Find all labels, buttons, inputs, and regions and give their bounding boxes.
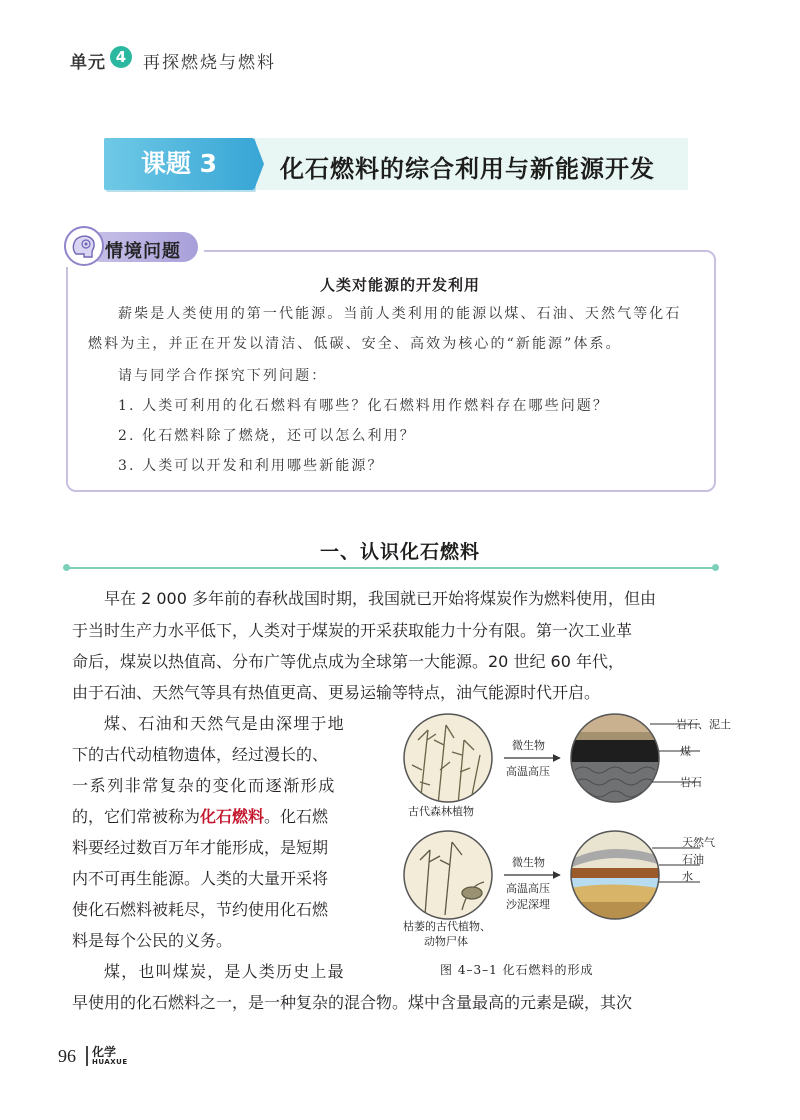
oil-gas-layers-circle (570, 828, 670, 928)
lesson-tag: 课题 3 (104, 138, 254, 190)
arrow-label-microbes: 微生物 (512, 856, 545, 869)
situation-question-2: 2. 化石燃料除了燃烧，还可以怎么利用？ (118, 428, 416, 444)
body-line: 早使用的化石燃料之一，是一种复杂的混合物。煤中含量最高的元素是碳，其次 (72, 993, 633, 1012)
body-line: 一系列非常复杂的变化而逐渐形成 (72, 776, 337, 795)
divider-dot (63, 564, 70, 571)
body-line: 内不可再生能源。人类的大量开采将 (72, 869, 329, 888)
unit-label: 单元 (70, 53, 106, 73)
book-pinyin: HUAXUE (92, 1058, 128, 1066)
body-line: 下的古代动植物遗体，经过漫长的、 (72, 745, 329, 764)
body-line: 煤、石油和天然气是由深埋于地 (104, 714, 345, 733)
situation-question-3: 3. 人类可以开发和利用哪些新能源？ (118, 458, 384, 474)
body-text: 的，它们常被称为 (72, 807, 201, 826)
layer-label-rock: 岩石 (680, 776, 702, 789)
arrow-label-heat-pressure: 高温高压 (506, 765, 550, 778)
coal-layers-circle (570, 710, 670, 807)
body-line: 于当时生产力水平低下，人类对于煤炭的开采获取能力十分有限。第一次工业革 (72, 621, 633, 640)
remains-caption: 动物尸体 (424, 935, 468, 948)
layer-label-oil: 石油 (682, 853, 704, 866)
situation-question-1: 1. 人类可利用的化石燃料有哪些？化石燃料用作燃料存在哪些问题？ (118, 398, 610, 414)
body-line: 料要经过数百万年才能形成，是短期 (72, 838, 329, 857)
thinking-head-icon (64, 226, 104, 266)
situation-label: 情境问题 (105, 241, 181, 262)
arrow-label-heat-pressure: 高温高压 (506, 882, 550, 895)
situation-line: 燃料为主，并正在开发以清洁、低碳、安全、高效为核心的“新能源”体系。 (88, 336, 622, 352)
body-line: 煤，也叫煤炭，是人类历史上最 (104, 962, 345, 981)
section-title: 一、认识化石燃料 (319, 541, 480, 563)
layer-label-coal: 煤 (680, 745, 691, 758)
page-number: 96 (58, 1046, 76, 1066)
remains-circle (404, 831, 492, 919)
book-name: 化学 (92, 1045, 117, 1059)
layer-label-water: 水 (682, 870, 693, 883)
situation-subtitle: 人类对能源的开发利用 (319, 276, 480, 294)
body-line (72, 806, 328, 828)
body-text: 。化石燃 (264, 807, 329, 826)
body-line: 料是每个公民的义务。 (72, 931, 233, 950)
situation-line: 请与同学合作探究下列问题： (118, 368, 328, 384)
body-line: 由于石油、天然气等具有热值更高、更易运输等特点，油气能源时代开启。 (72, 683, 601, 702)
remains-caption: 枯萎的古代植物、 (403, 920, 491, 933)
ancient-plants-circle (404, 714, 492, 805)
lesson-tag-arrow (254, 138, 264, 190)
footer-divider (86, 1046, 88, 1066)
body-line: 使化石燃料被耗尽，节约使用化石燃 (72, 900, 329, 919)
body-line: 早在 2 000 多年前的春秋战国时期，我国就已开始将煤炭作为燃料使用，但由 (104, 589, 656, 608)
layer-label-rock-soil: 岩石、泥土 (676, 718, 731, 731)
figure-caption: 图 4–3–1 化石燃料的形成 (440, 963, 594, 977)
arrow-label-buried: 沙泥深埋 (506, 898, 550, 911)
situation-line: 薪柴是人类使用的第一代能源。当前人类利用的能源以煤、石油、天然气等化石 (118, 306, 682, 322)
lesson-title: 化石燃料的综合利用与新能源开发 (280, 155, 655, 183)
arrow-label-microbes: 微生物 (512, 739, 545, 752)
unit-title: 再探燃烧与燃料 (143, 53, 276, 73)
section-divider (66, 567, 716, 569)
divider-dot (712, 564, 719, 571)
layer-label-natural-gas: 天然气 (682, 836, 715, 849)
unit-number-badge: 4 (110, 46, 132, 68)
body-line: 命后，煤炭以热值高、分布广等优点成为全球第一大能源。20 世纪 60 年代， (72, 652, 624, 671)
ancient-plants-caption: 古代森林植物 (408, 805, 474, 818)
fossil-fuel-term: 化石燃料 (200, 807, 265, 826)
